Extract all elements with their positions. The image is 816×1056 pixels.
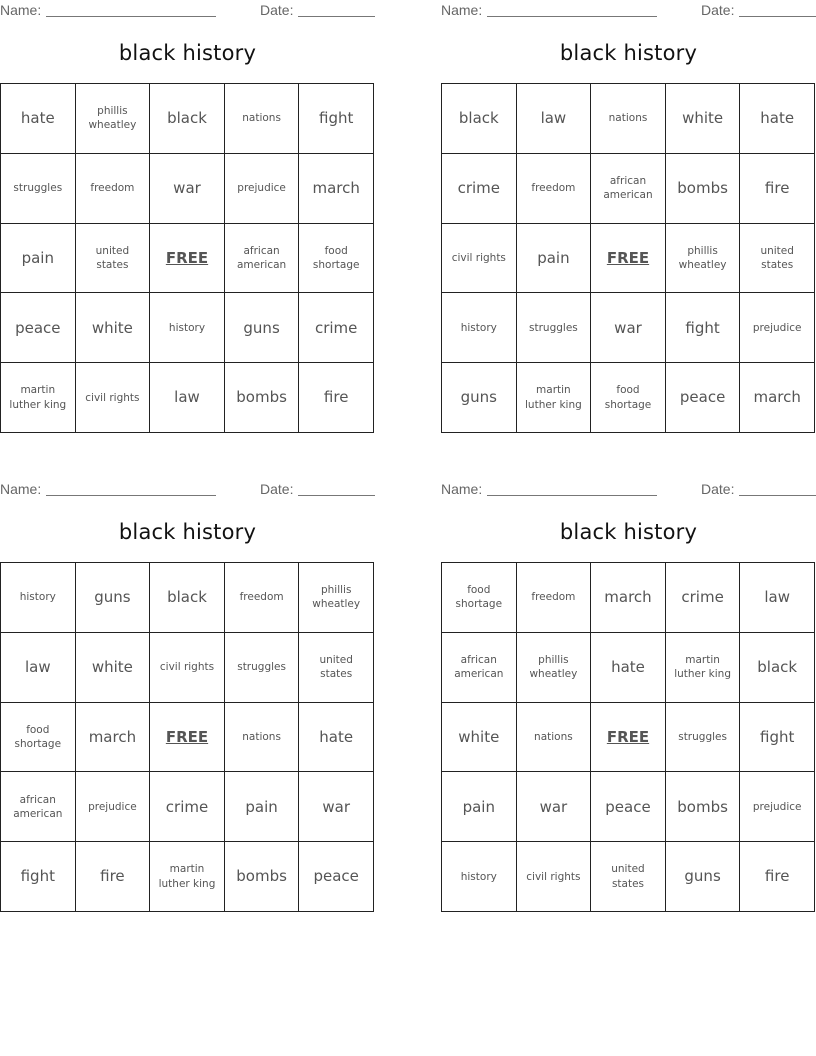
- name-date-row: [441, 481, 816, 499]
- bingo-cell: crime: [442, 154, 517, 224]
- bingo-cell: food shortage: [591, 363, 666, 433]
- bingo-cell: prejudice: [740, 772, 815, 842]
- bingo-cell: war: [517, 772, 592, 842]
- bingo-cell: martin luther king: [150, 842, 225, 912]
- bingo-cell: crime: [299, 293, 374, 363]
- bingo-cell: civil rights: [76, 363, 151, 433]
- bingo-cell: hate: [591, 633, 666, 703]
- date-blank-line: [739, 16, 816, 17]
- bingo-cell: united states: [76, 224, 151, 294]
- bingo-grid: [0, 83, 374, 433]
- bingo-cell: freedom: [225, 563, 300, 633]
- bingo-cell: history: [442, 842, 517, 912]
- date-label: Date:: [260, 2, 294, 18]
- name-blank-line: [487, 495, 657, 496]
- card-title: black history: [118, 41, 257, 65]
- bingo-cell: peace: [299, 842, 374, 912]
- bingo-cell: black: [150, 84, 225, 154]
- card-title: black history: [118, 520, 257, 544]
- bingo-cell: crime: [150, 772, 225, 842]
- bingo-cell: war: [299, 772, 374, 842]
- bingo-cell: struggles: [666, 703, 741, 773]
- name-date-row: [0, 481, 375, 499]
- bingo-card: [0, 479, 375, 915]
- bingo-cell: freedom: [517, 154, 592, 224]
- free-space-cell: FREE: [591, 703, 666, 773]
- bingo-cell: phillis wheatley: [299, 563, 374, 633]
- bingo-cell: hate: [740, 84, 815, 154]
- bingo-cell: march: [299, 154, 374, 224]
- bingo-cell: black: [740, 633, 815, 703]
- bingo-cell: freedom: [76, 154, 151, 224]
- bingo-cell: white: [442, 703, 517, 773]
- bingo-cell: peace: [591, 772, 666, 842]
- bingo-cell: march: [740, 363, 815, 433]
- bingo-cell: african american: [591, 154, 666, 224]
- card-title: black history: [559, 520, 698, 544]
- bingo-cell: guns: [666, 842, 741, 912]
- bingo-cell: phillis wheatley: [666, 224, 741, 294]
- name-date-row: [441, 2, 816, 20]
- name-blank-line: [487, 16, 657, 17]
- name-label: Name:: [0, 2, 42, 18]
- bingo-cell: fight: [1, 842, 76, 912]
- bingo-cell: white: [76, 633, 151, 703]
- bingo-cell: civil rights: [442, 224, 517, 294]
- bingo-grid: [441, 83, 815, 433]
- bingo-cell: history: [150, 293, 225, 363]
- bingo-cell: african american: [442, 633, 517, 703]
- name-date-row: [0, 2, 375, 20]
- bingo-cell: guns: [442, 363, 517, 433]
- bingo-cell: crime: [666, 563, 741, 633]
- bingo-cell: white: [76, 293, 151, 363]
- bingo-cell: black: [150, 563, 225, 633]
- bingo-cell: guns: [76, 563, 151, 633]
- bingo-cell: pain: [225, 772, 300, 842]
- bingo-cell: food shortage: [1, 703, 76, 773]
- date-label: Date:: [260, 481, 294, 497]
- bingo-cell: black: [442, 84, 517, 154]
- bingo-cell: peace: [1, 293, 76, 363]
- bingo-card: [441, 0, 816, 436]
- bingo-cell: pain: [517, 224, 592, 294]
- bingo-cell: law: [150, 363, 225, 433]
- bingo-cell: prejudice: [225, 154, 300, 224]
- date-label: Date:: [701, 481, 735, 497]
- bingo-cell: march: [591, 563, 666, 633]
- bingo-cell: fight: [740, 703, 815, 773]
- bingo-cell: bombs: [225, 842, 300, 912]
- bingo-cell: war: [591, 293, 666, 363]
- bingo-cell: history: [1, 563, 76, 633]
- card-title: black history: [559, 41, 698, 65]
- bingo-cell: law: [740, 563, 815, 633]
- bingo-cell: pain: [442, 772, 517, 842]
- bingo-cell: nations: [591, 84, 666, 154]
- bingo-cell: nations: [517, 703, 592, 773]
- bingo-cell: united states: [591, 842, 666, 912]
- bingo-cell: pain: [1, 224, 76, 294]
- bingo-cell: freedom: [517, 563, 592, 633]
- bingo-cell: african american: [1, 772, 76, 842]
- date-blank-line: [298, 16, 375, 17]
- bingo-cell: bombs: [225, 363, 300, 433]
- bingo-cell: martin luther king: [517, 363, 592, 433]
- bingo-cell: struggles: [1, 154, 76, 224]
- bingo-card: [0, 0, 375, 436]
- bingo-cell: fire: [299, 363, 374, 433]
- bingo-cell: hate: [1, 84, 76, 154]
- free-space-cell: FREE: [591, 224, 666, 294]
- bingo-cell: fight: [666, 293, 741, 363]
- bingo-cell: struggles: [225, 633, 300, 703]
- bingo-cell: hate: [299, 703, 374, 773]
- date-blank-line: [739, 495, 816, 496]
- name-label: Name:: [0, 481, 42, 497]
- bingo-cell: nations: [225, 84, 300, 154]
- bingo-cell: civil rights: [150, 633, 225, 703]
- bingo-cell: guns: [225, 293, 300, 363]
- bingo-cell: united states: [299, 633, 374, 703]
- bingo-cell: food shortage: [299, 224, 374, 294]
- bingo-cell: law: [1, 633, 76, 703]
- bingo-card: [441, 479, 816, 915]
- name-label: Name:: [441, 481, 483, 497]
- bingo-cell: nations: [225, 703, 300, 773]
- bingo-cell: white: [666, 84, 741, 154]
- bingo-cell: prejudice: [76, 772, 151, 842]
- bingo-cell: martin luther king: [1, 363, 76, 433]
- bingo-cell: fire: [76, 842, 151, 912]
- bingo-cell: bombs: [666, 772, 741, 842]
- bingo-grid: [0, 562, 374, 912]
- bingo-cell: fire: [740, 842, 815, 912]
- name-label: Name:: [441, 2, 483, 18]
- bingo-cell: martin luther king: [666, 633, 741, 703]
- date-blank-line: [298, 495, 375, 496]
- bingo-cell: history: [442, 293, 517, 363]
- free-space-cell: FREE: [150, 224, 225, 294]
- bingo-cell: peace: [666, 363, 741, 433]
- bingo-cell: united states: [740, 224, 815, 294]
- bingo-cell: fight: [299, 84, 374, 154]
- bingo-cell: phillis wheatley: [76, 84, 151, 154]
- bingo-cell: prejudice: [740, 293, 815, 363]
- bingo-cell: law: [517, 84, 592, 154]
- bingo-cell: fire: [740, 154, 815, 224]
- name-blank-line: [46, 495, 216, 496]
- name-blank-line: [46, 16, 216, 17]
- bingo-cell: phillis wheatley: [517, 633, 592, 703]
- free-space-cell: FREE: [150, 703, 225, 773]
- bingo-cell: civil rights: [517, 842, 592, 912]
- bingo-grid: [441, 562, 815, 912]
- bingo-cell: bombs: [666, 154, 741, 224]
- bingo-cell: march: [76, 703, 151, 773]
- bingo-cell: food shortage: [442, 563, 517, 633]
- bingo-cell: war: [150, 154, 225, 224]
- date-label: Date:: [701, 2, 735, 18]
- bingo-cell: struggles: [517, 293, 592, 363]
- bingo-cell: african american: [225, 224, 300, 294]
